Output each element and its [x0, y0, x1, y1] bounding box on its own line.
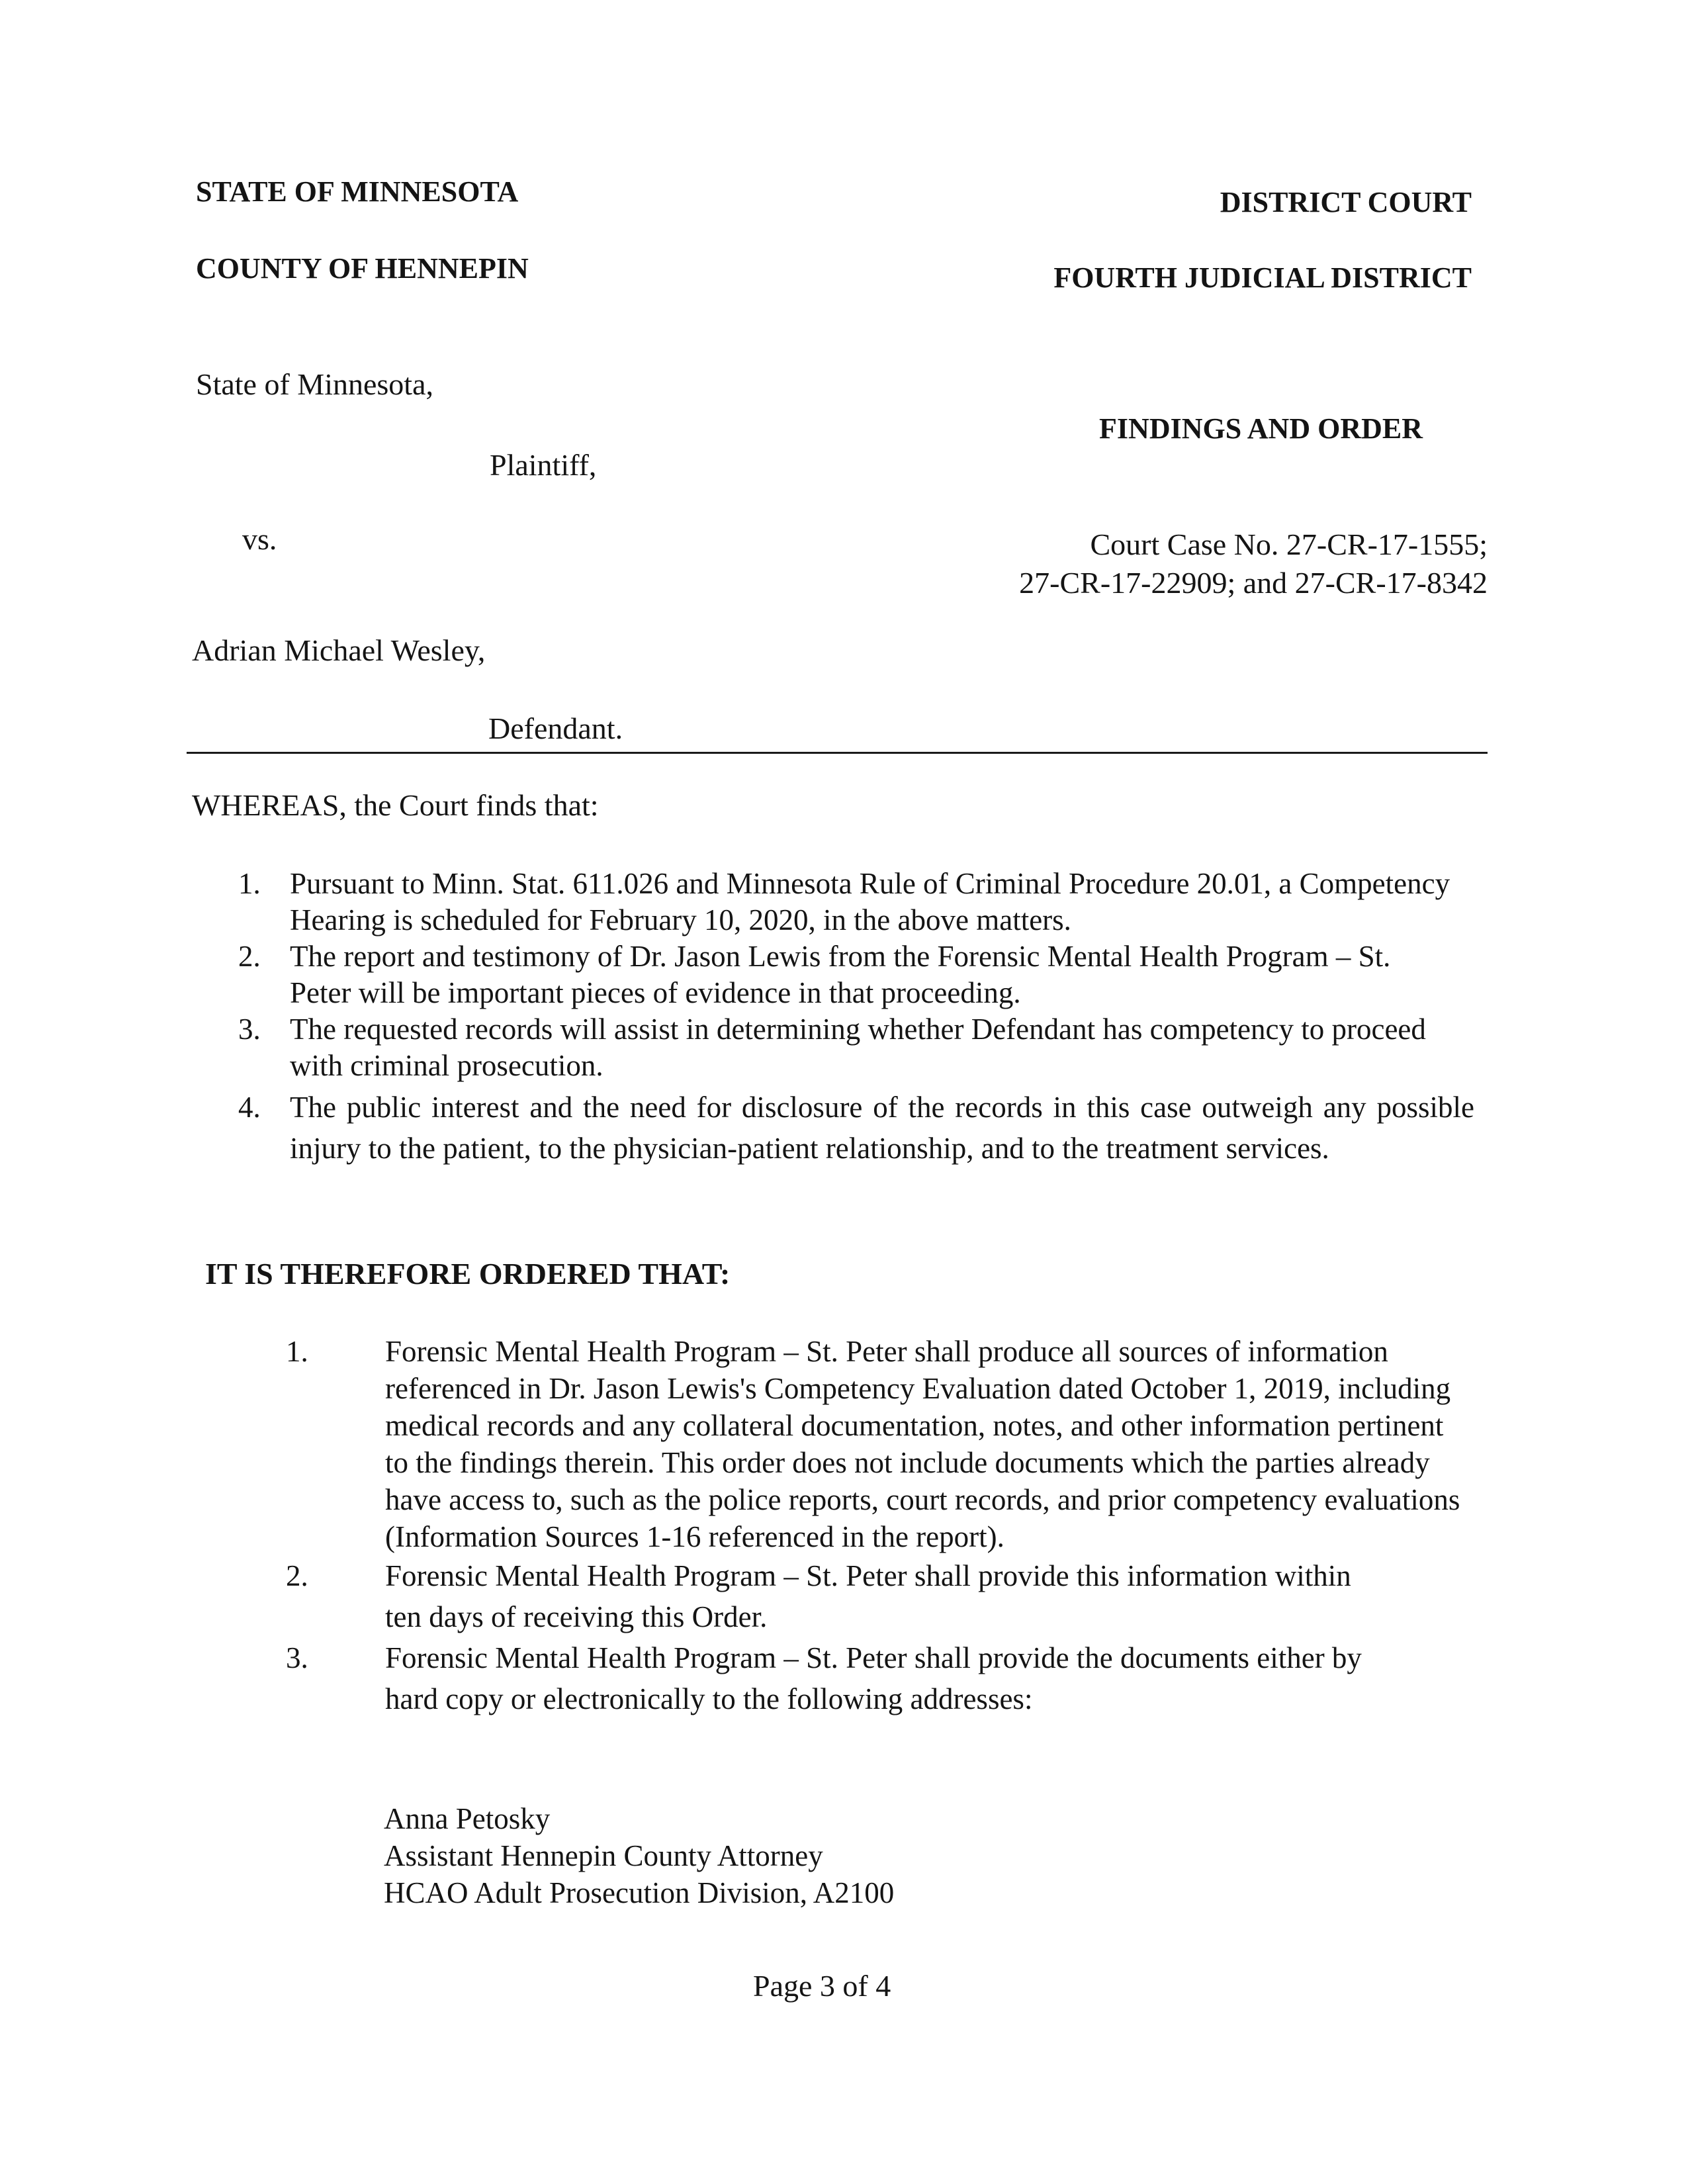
state-heading: STATE OF MINNESOTA	[196, 175, 519, 208]
document-title: FINDINGS AND ORDER	[1099, 412, 1423, 445]
district-heading: FOURTH JUDICIAL DISTRICT	[1053, 261, 1472, 294]
finding-text: Pursuant to Minn. Stat. 611.026 and Minnesota Rule of Criminal Procedure 20.01, a Competency Hearing is scheduled for February 10, 2020, in the above matters.	[290, 867, 1450, 936]
order-list	[286, 1333, 1490, 1719]
order-text: Forensic Mental Health Program – St. Peter shall provide this information within ten days of receiving this Order.	[385, 1559, 1351, 1633]
versus-label: vs.	[242, 522, 277, 556]
order-text: Forensic Mental Health Program – St. Peter shall produce all sources of information referenced in Dr. Jason Lewis's Competency Evaluation dated October 1, 2019, including medical records and any collateral documentation, notes, and other information pertinent to the findings therein. This order does not include documents which the parties already have access to, such as the police reports, court records, and prior competency evaluations (Information Sources 1-16 referenced in the report).	[385, 1335, 1460, 1553]
order-number: 1.	[286, 1335, 308, 1368]
finding-item	[238, 938, 1495, 1011]
finding-item	[238, 1011, 1495, 1084]
finding-number: 4.	[238, 1091, 261, 1124]
order-number: 2.	[286, 1559, 308, 1592]
order-item	[286, 1637, 1490, 1719]
recipient-name: Anna Petosky	[384, 1802, 551, 1835]
defendant-name: Adrian Michael Wesley,	[192, 633, 486, 667]
order-heading: IT IS THEREFORE ORDERED THAT:	[205, 1257, 731, 1291]
recipient-title: Assistant Hennepin County Attorney	[384, 1839, 823, 1872]
caption-divider	[187, 752, 1488, 754]
order-text: Forensic Mental Health Program – St. Peter shall provide the documents either by hard copy or electronically to the following addresses:	[385, 1641, 1362, 1715]
order-item	[286, 1555, 1490, 1637]
county-heading: COUNTY OF HENNEPIN	[196, 252, 529, 285]
order-number: 3.	[286, 1641, 308, 1674]
finding-item	[238, 1087, 1495, 1169]
page-number: Page 3 of 4	[753, 1969, 891, 2003]
finding-number: 3.	[238, 1013, 261, 1046]
case-number-line2: 27-CR-17-22909; and 27-CR-17-8342	[1019, 566, 1488, 600]
court-heading: DISTRICT COURT	[1220, 186, 1472, 218]
plaintiff-name: State of Minnesota,	[196, 367, 433, 401]
finding-number: 1.	[238, 867, 261, 900]
order-item	[286, 1333, 1490, 1555]
finding-text: The requested records will assist in determining whether Defendant has competency to proceed with criminal prosecution.	[290, 1013, 1426, 1082]
defendant-role: Defendant.	[488, 711, 623, 745]
case-number-line1: Court Case No. 27-CR-17-1555;	[1090, 527, 1488, 561]
finding-number: 2.	[238, 940, 261, 973]
recipient-address	[384, 1800, 894, 1911]
finding-item	[238, 866, 1495, 938]
finding-text: The public interest and the need for disclosure of the records in this case outweigh any possible injury to the patient, to the physician-patient relationship, and to the treatment services.	[290, 1091, 1474, 1165]
findings-list	[238, 866, 1495, 1169]
plaintiff-role: Plaintiff,	[490, 448, 597, 482]
recipient-division: HCAO Adult Prosecution Division, A2100	[384, 1876, 895, 1909]
finding-text: The report and testimony of Dr. Jason Lewis from the Forensic Mental Health Program – St. Peter will be important pieces of evidence in that proceeding.	[290, 940, 1391, 1009]
findings-intro: WHEREAS, the Court finds that:	[192, 788, 599, 822]
